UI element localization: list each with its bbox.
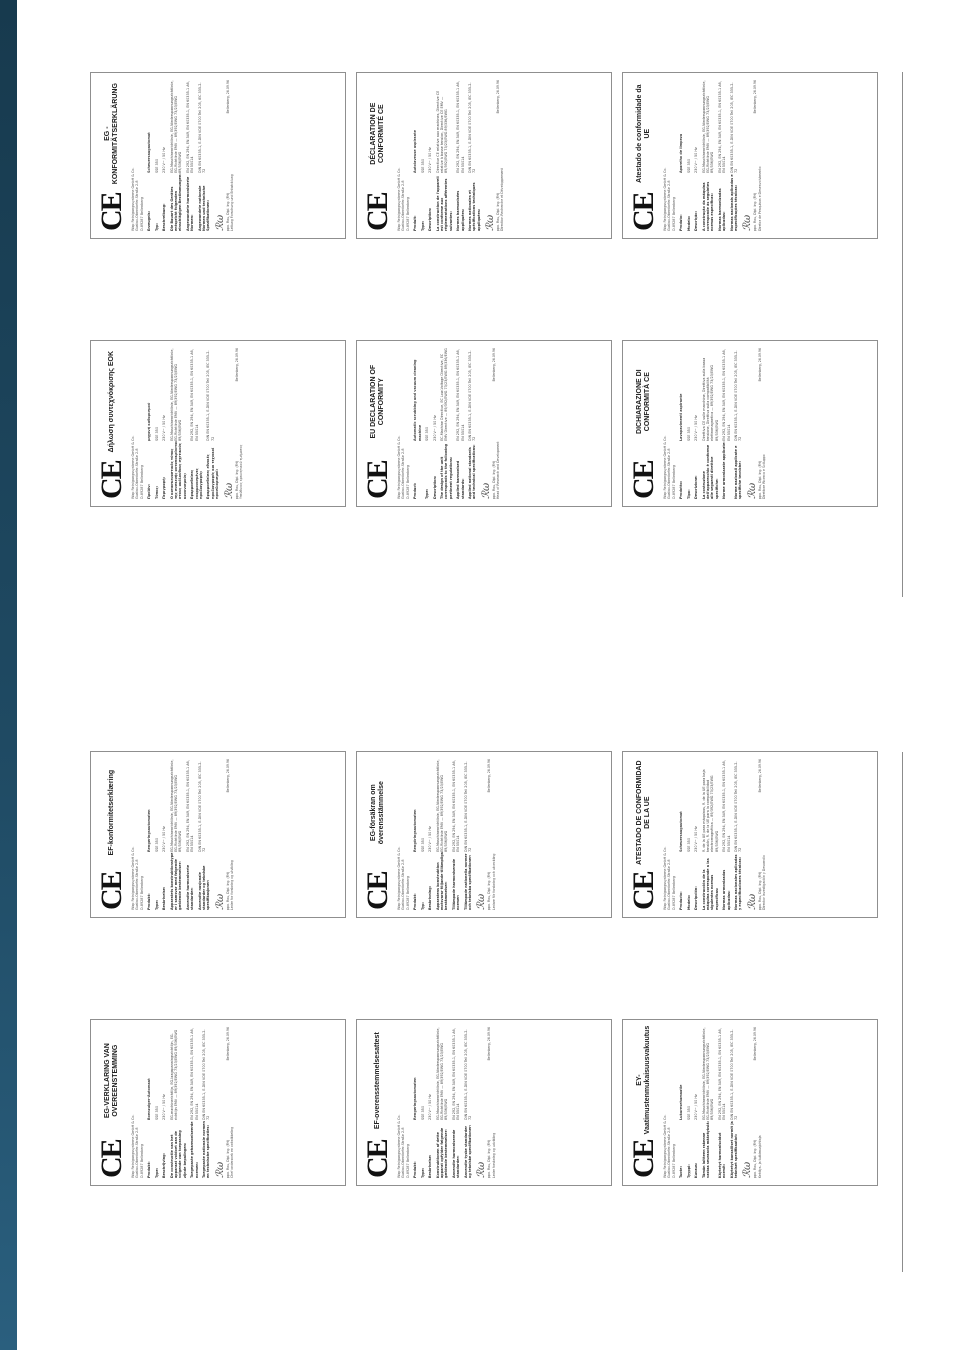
product-row: Produto: Aparelho de limpeza xyxy=(679,133,684,231)
type-row: Tyyppi: SSE 350 xyxy=(686,1106,691,1178)
manufacturer-address: Wap Reinigungssysteme GmbH & Co. Gustav-Oberdorfer-Straße 2-8 D-89287 Bellenberg xyxy=(131,435,144,499)
panel-footer: ppa. Rau, Dipl. Ing. (FH) Kehitys- ja tutkimusjohtaja Bellenberg, 26.09.96 xyxy=(753,1027,762,1178)
panel-footer: ppa. Rau, Dipl. Ing. (FH) Direttore Ricerca e Sviluppo Bellenberg, 26.09.96 xyxy=(757,348,767,499)
declaration-panel xyxy=(90,751,346,918)
signature-icon: ℛω xyxy=(480,482,492,499)
harmonised-row: Normas armonizadas aplicadas: EN 292, EN 294, EN 349, EN 60335-1, EN 60335-1 A6, EN 55014 xyxy=(722,760,731,910)
type-row: Τύπος: SSE 350 xyxy=(154,427,159,499)
ce-logo-icon: CE xyxy=(361,461,394,499)
type-row: Typ: SSE 350 xyxy=(154,159,159,231)
description-row: Περιγραφή: 230 V~ / 50 Hz xyxy=(162,415,167,499)
manufacturer-address: Wap Reinigungssysteme GmbH & Co. Gustav-Oberdorfer-Straße 2-8 D-89287 Bellenberg xyxy=(397,167,410,231)
harmonised-row: Normas harmonizadas aplicadas: EN 292, EN 294, EN 349, EN 60335-1, EN 60335-1 A6, EN 55014 xyxy=(717,81,727,231)
description-row: Beskrivelse: 230 V~ / 50 Hz xyxy=(162,826,167,910)
signature-icon: ℛω xyxy=(214,214,226,231)
directives-row: Apparatens konstruktion motsvarar följande tillämpliga bestämmelser: EG-Maschinenrichtlinie, EG-Niederspannungsrichtlinie, EG-Richtlinie EMV — 89/392/EWG 73/23/EWG 89/336/EWG xyxy=(435,759,449,910)
ce-logo-icon: CE xyxy=(361,1140,394,1178)
panel-footer: ppa. Rau, Dipl. Ing. (FH) Director Investigación y Desarrollo Bellenberg, 26.09.96 xyxy=(757,759,767,910)
manufacturer-address: Wap Reinigungssysteme GmbH & Co. Gustav-Oberdorfer-Straße 2-8 D-89287 Bellenberg xyxy=(397,435,410,499)
national-row: Angewandete nationale Normen und technische Spezifikationen: DIN EN 60335-1, E-DIN VDE 0700 Teil 205, IEC 335-2-72 xyxy=(197,82,211,231)
declaration-panel xyxy=(622,751,878,918)
declaration-panel xyxy=(356,72,612,239)
signature-icon: ℛω xyxy=(223,482,235,499)
harmonised-row: Tillämpade harmoniserade normer: EN 292, EN 294, EN 349, EN 60335-1, EN 60335-1 A6, EN 55014 xyxy=(451,760,461,910)
type-row: Type: SSE 350 xyxy=(425,427,430,499)
product-row: Produkt: Rengøringsautomaten xyxy=(413,1077,418,1178)
panel-footer: ppa. Rau, Dipl. Ing. (FH) Chef onderzoek en ontwikkeling Bellenberg, 26.09.96 xyxy=(225,1027,235,1178)
harmonised-row: Käytetyt harmonisoidut normit: EN 292, EN 294, EN 349, EN 60335-1, EN 60335-1 A6, EN 55014 xyxy=(717,1028,727,1178)
signature-icon: ℛω xyxy=(746,893,758,910)
description-row: Description: 230 V~ / 50 Hz xyxy=(432,415,437,499)
signature-icon: ℛω xyxy=(742,214,754,231)
national-row: Normes nationales et spécifications techniques appliquées: DIN EN 60335-1, E-DIN VDE 0700 Teil 205, IEC 335-2-72 xyxy=(468,82,481,231)
panel-title: Δήλωση συντεχνόκρισης ΕΟΚ xyxy=(107,350,115,453)
description-row: Beschrijving: 230 V~ / 50 Hz xyxy=(162,1094,167,1178)
description-row: Descrição: 230 V~ / 50 Hz xyxy=(694,147,699,231)
product-row: Produkt: Boenzuiger-Automaat xyxy=(147,1078,152,1178)
description-row: Beschreibung: 230 V~ / 50 Hz xyxy=(162,147,167,231)
type-row: Typ: SSE 350 xyxy=(420,838,425,910)
directives-row: The design of the unit corresponds to the following pertinent regulations: EC-Machine Directive, EC Low-Voltage Directive, EC EMV Directive — 89/392/EWG 73/23/EWG 89/336/EWG xyxy=(439,348,453,499)
declaration-panel xyxy=(356,751,612,918)
national-row: Anvendte nasjonale standarder og tekniske spesifikasjoner: DIN EN 60335-1, E-DIN VDE 0700 Teil 205, IEC 335-2-72 xyxy=(197,761,211,910)
declaration-panel xyxy=(622,340,878,507)
national-row: Käytetyt kansalliset normit ja tekniset spesifikaatiot: DIN EN 60335-1, E-DIN VDE 0700 Teil 205, IEC 335-2-72 xyxy=(729,1029,739,1178)
declaration-panel xyxy=(622,72,878,239)
panel-footer: ppa. Rau, Dipl. Ing. (FH) Leder forskning og udvikling Bellenberg, 26.09.96 xyxy=(487,1027,496,1178)
type-row: Type: SSE 350 xyxy=(420,1106,425,1178)
type-row: Modelo: SSE 350 xyxy=(686,159,691,231)
panel-title: EY-Vaatimustenmukaisuusvakuutus xyxy=(635,1025,651,1135)
national-row: Normas nacionais aplicadas e especificações técnicas: DIN EN 60335-1, E-DIN VDE 0700 Teil 205, IEC 335-2-72 xyxy=(729,82,739,231)
signature-icon: ℛω xyxy=(742,1161,754,1178)
manufacturer-address: Wap Reinigungssysteme GmbH & Co. Gustav-Oberdorfer-Straße 2-8 D-89287 Bellenberg xyxy=(131,1114,144,1178)
manufacturer-address: Wap Reinigungssysteme GmbH & Co. Gustav-Oberdorfer-Straße 2-8 D-89287 Bellenberg xyxy=(663,846,676,910)
national-row: Anvendte tyske standarder og tekniske specifikationer: DIN EN 60335-1, E-DIN VDE 0700 Teil 205, IEC 335-2-72 xyxy=(463,1029,473,1178)
directives-row: La costruzione dell'apparecchio è conforme alle seguenti direttive specifiche: Direttiva CE sulle macchine, Direttiva sulla bassa tensione, Direttiva sulla compatibilità elettromagnetica — 89/392/EWG 73/23/EWG 89/336/EWG xyxy=(701,357,719,499)
panel-title: EU DECLARATION OF CONFORMITY xyxy=(369,364,385,439)
national-row: Toegepaste nationale normen en technische specificaties: DIN EN 60335-1, E-DIN VDE 0700 Teil 205, IEC 335-2-72 xyxy=(202,1029,211,1178)
product-row: Prodotto: Lavapavimenti aspirante xyxy=(679,393,684,499)
ce-logo-icon: CE xyxy=(627,193,660,231)
type-row: Type: SSE 350 xyxy=(154,1106,159,1178)
national-row: Tillämpade nationella normer och tekniska specifikationer: DIN EN 60335-1, E-DIN VDE 0700 Teil 205, IEC 335-2-72 xyxy=(463,761,473,910)
directives-row: Die Bauart des Gerätes entspricht folgenden einschlägigen Bestimmungen: EG-Maschinenrichtlinie, EG-Niederspannungsrichtlinie, EG-Richtlinie EMV — 89/392/EWG 73/23/EWG 89/336/EWG xyxy=(169,80,183,231)
harmonised-row: Toegepaste geharmoniseerde normen: EN 292, EN 294, EN 349, EN 60335-1, EN 60335-1 A6, EN 55014 xyxy=(190,1028,199,1178)
description-row: Description: 230 V~ / 50 Hz xyxy=(428,147,433,231)
national-row: Normas nacionales aplicadas y especificaciones técnicas: DIN EN 60335-1, E-DIN VDE 0700 Teil 205, IEC 335-2-72 xyxy=(734,761,743,910)
type-row: Tipo: SSE 350 xyxy=(686,427,691,499)
panel-title: DÉCLARATION DE CONFORMITÉ CE xyxy=(369,102,385,165)
manufacturer-address: Wap Reinigungssysteme GmbH & Co. Gustav-Oberdorfer-Straße 2-8 D-89287 Bellenberg xyxy=(663,435,676,499)
ce-logo-icon: CE xyxy=(361,872,394,910)
national-row: Norme nazionali applicate e specifiche tecniche: DIN EN 60335-1, E-DIN VDE 0700 Teil 205, IEC 335-2-72 xyxy=(734,350,743,499)
column-rule-bottom xyxy=(902,752,903,1272)
panel-title: EG-VERKLARING VAN OVEREENSTEMMING xyxy=(103,1043,119,1119)
product-row: Produkt: Rengøringsautomaten xyxy=(147,809,152,910)
directives-row: De constructie van het apparaat voldoet aan de volgende van toepassing zijnde bepalingen: EG-machinerichtlijn, EG-laagspanningsrichtlijn, EG-richtlijn EMV — 89/392/EWG 73/23/EWG 89/336/EWG xyxy=(169,1029,187,1178)
directives-row: La construcción de la máquina corresponde a las siguientes normas específicas: R. de la UE para máquinas, R. de la UE para baja tensión, R. de la UE para la compatibilidad electromagnética — 89/392/EWG 73/23/EWG 89/336/EWG xyxy=(701,769,719,910)
declaration-panel xyxy=(622,1019,878,1186)
panel-footer: ppa. Rau, Dipl. Ing. (FH) Diretor de Pesquisas e Desenvolvimento Bellenberg, 26.09.96 xyxy=(753,80,762,231)
type-row: Modelo: SSE 350 xyxy=(686,838,691,910)
national-row: Applied national standards and technical specifications: DIN EN 60335-1, E-DIN VDE 0700 Teil 205, IEC 335-2-72 xyxy=(468,350,477,499)
panel-title: EG -KONFORMITÄTSERKLÄRUNG xyxy=(103,83,119,185)
directives-row: Ο κατασκευαστικός τύπος της συσκευής ανταποκρίνεται στους ακόλουθους σχετικούς κανονισμούς: EG-Maschinenrichtlinie, EG-Niederspannungsrichtlinie, EG-Richtlinie EMV — 89/392/EWG 73/23/EWG 89/336/EWG xyxy=(169,348,187,499)
type-row: Type: SSE 350 xyxy=(154,838,159,910)
panel-title: EF-konformitetserklæring xyxy=(107,769,115,856)
harmonised-row: Anvendte harmoniserede standarder: EN 292, EN 294, EN 349, EN 60335-1, EN 60335-1 A6, EN 55014 xyxy=(451,1028,461,1178)
manufacturer-address: Wap Reinigungssysteme GmbH & Co. Gustav-Oberdorfer-Straße 2-8 D-89287 Bellenberg xyxy=(663,167,676,231)
ce-logo-icon: CE xyxy=(627,872,660,910)
ce-logo-icon: CE xyxy=(95,461,128,499)
signature-icon: ℛω xyxy=(746,482,758,499)
type-row: Type: SSE 350 xyxy=(420,159,425,231)
manufacturer-address: Wap Reinigungssysteme GmbH & Co. Gustav-Oberdorfer-Straße 2-8 D-89287 Bellenberg xyxy=(663,1114,676,1178)
declaration-panel xyxy=(356,340,612,507)
panel-footer: ppa. Rau, Dipl. Ing. (FH) Υπεύθυνος ερευνητικού τμήματος Bellenberg, 26.09.96 xyxy=(234,348,243,499)
panel-title: ATESTADO DE CONFORMIDAD DE LA UE xyxy=(635,760,651,865)
harmonised-row: Normes harmonisées appliquées: EN 292, EN 294, EN 349, EN 60335-1, EN 60335-1 A6, EN 55014 xyxy=(456,81,465,231)
panel-footer: ppa. Rau, Dipl. Ing. (FH) Ledare för forskning och utveckling Bellenberg, 26.09.96 xyxy=(487,759,496,910)
directives-row: Tämän laitteen rakenne vastaa seuraavia määräyksiä: EG-Maschinenrichtlinie, EG-Niederspannungsrichtlinie, EG-Richtlinie EMV — 89/392/EWG 73/23/EWG 89/336/EWG xyxy=(701,1027,715,1178)
ce-logo-icon: CE xyxy=(95,193,128,231)
manufacturer-address: Wap Reinigungssysteme GmbH & Co. Gustav-Oberdorfer-Straße 2-8 D-89287 Bellenberg xyxy=(131,167,144,231)
panel-footer: ppa. Rau, Dipl. Ing. (FH) Leder for forskning og utvikling Bellenberg, 26.09.96 xyxy=(225,759,235,910)
harmonised-row: Angewandete harmonisierte Normen: EN 292, EN 294, EN 349, EN 60335-1, EN 60335-1 A6, EN 55014 xyxy=(185,81,195,231)
description-row: Beskrivning: 230 V~ / 50 Hz xyxy=(428,826,433,910)
ce-logo-icon: CE xyxy=(95,872,128,910)
declaration-panel xyxy=(356,1019,612,1186)
description-row: Kuvaus: 230 V~ / 50 Hz xyxy=(694,1094,699,1178)
column-rule-top xyxy=(902,72,903,597)
product-row: Product: Automatic scrubbing and vacuum cleaning machine xyxy=(413,359,422,499)
ce-logo-icon: CE xyxy=(627,461,660,499)
product-row: Produit: Autolaveuse aspirante xyxy=(413,129,418,231)
product-row: Erzeugnis: Scheuersaugautomat xyxy=(147,132,152,231)
panel-title: Atestado de conformidade da UE xyxy=(635,84,651,183)
manufacturer-address: Wap Reinigungssysteme GmbH & Co. Gustav-Oberdorfer-Straße 2-8 D-89287 Bellenberg xyxy=(397,846,410,910)
manufacturer-address: Wap Reinigungssysteme GmbH & Co. Gustav-Oberdorfer-Straße 2-8 D-89287 Bellenberg xyxy=(397,1114,410,1178)
signature-icon: ℛω xyxy=(214,893,226,910)
ce-logo-icon: CE xyxy=(95,1140,128,1178)
description-row: Descripción: 230 V~ / 50 Hz xyxy=(694,826,699,910)
product-row: Προϊόν: μηχανή καθαρισμού xyxy=(147,402,152,499)
signature-icon: ℛω xyxy=(476,1161,488,1178)
declaration-panel xyxy=(90,1019,346,1186)
product-row: Producto: Scheuersaugautomat xyxy=(679,811,684,910)
signature-icon: ℛω xyxy=(485,214,497,231)
panel-footer: ppa. Rau, Dipl. Ing. (FH) Direction Recherche et Développement Bellenberg, 26.09.96 xyxy=(496,80,505,231)
panel-title: EG-försäkran om överensstämmelse xyxy=(369,781,385,845)
directives-row: Apparatets konstruktionstype er i samsvar med følgende gældende bestemmelser: EG-Maschinenrichtlinie, EG-Niederspannungsrichtlinie, EG-Richtlinie EMV — 89/392/EWG 73/23/EWG 89/336/EWG xyxy=(169,759,183,910)
national-row: Εφαρμοσθείσες εθνικές προδιαγραφές και τεχνικοί προσδιορισμοί: DIN EN 60335-1, E-DIN VDE 0700 Teil 205, IEC 335-2-72 xyxy=(206,350,220,499)
manufacturer-address: Wap Reinigungssysteme GmbH & Co. Gustav-Oberdorfer-Straße 2-8 D-89287 Bellenberg xyxy=(131,846,144,910)
signature-icon: ℛω xyxy=(476,893,488,910)
panel-footer: ppa. Rau, Dipl. Ing. (FH) Leitung Forschung und Entwicklung Bellenberg, 26.09.96 xyxy=(225,80,235,231)
panel-footer: ppa. Rau, Dipl. Ing. (FH) Head of Research and Development Bellenberg, 26.09.96 xyxy=(491,348,501,499)
signature-icon: ℛω xyxy=(214,1161,226,1178)
panel-title: EF-overensstemmelsesattest xyxy=(373,1032,381,1130)
product-row: Tuote: Lukuresehamaatie xyxy=(679,1084,684,1178)
declaration-panel xyxy=(90,72,346,239)
directives-row: A construção da máquina corresponde às seguintes normas específicas: EG-Maschinenrichtlinie, EG-Niederspannungsrichtlinie, EG-Richtlinie EMV — 89/392/EWG 73/23/EWG 89/336/EWG xyxy=(701,80,715,231)
ce-logo-icon: CE xyxy=(361,193,394,231)
harmonised-row: Anvendte harmoniserte standarder: EN 292, EN 294, EN 349, EN 60335-1, EN 60335-1 A6, EN 55014 xyxy=(185,760,195,910)
panel-title: DICHIARAZIONE DI CONFORMITÀ CE xyxy=(635,369,651,434)
ce-logo-icon: CE xyxy=(627,1140,660,1178)
declaration-panel xyxy=(90,340,346,507)
harmonised-row: Εφαρμοσθείσες εναρμονισμένες προδιαγραφές: EN 292, EN 294, EN 349, EN 60335-1, EN 60335-1 A6, EN 55014 xyxy=(190,349,204,499)
directives-row: Konstruktionen af dette apparat opfylder følgende gældende bestemmelser: EG-Maschinenrichtlinie, EG-Niederspannungsrichtlinie, EG-Richtlinie EMV — 89/392/EWG 73/23/EWG 89/336/EWG xyxy=(435,1027,449,1178)
description-row: Beskrivelse: 230 V~ / 50 Hz xyxy=(428,1094,433,1178)
directives-row: La construction de l'appareil est conforme aux réglementations afférentes suivantes: Directive CE relative aux machines, Directive CE relative à basse tension, Directive CE EMV — 89/392/EWG 73/23/EWG 89/336/EWG xyxy=(435,90,453,231)
product-row: Produkt: Rengöringsautomaten xyxy=(413,809,418,910)
harmonised-row: Applied harmonised standards: EN 292, EN 294, EN 349, EN 60335-1, EN 60335-1 A6, EN 55014 xyxy=(456,349,465,499)
description-row: Descrizione: 230 V~ / 50 Hz xyxy=(694,415,699,499)
harmonised-row: Norme armonizzate applicate: EN 292, EN 294, EN 349, EN 60335-1, EN 60335-1 A6, EN 55014 xyxy=(722,349,731,499)
